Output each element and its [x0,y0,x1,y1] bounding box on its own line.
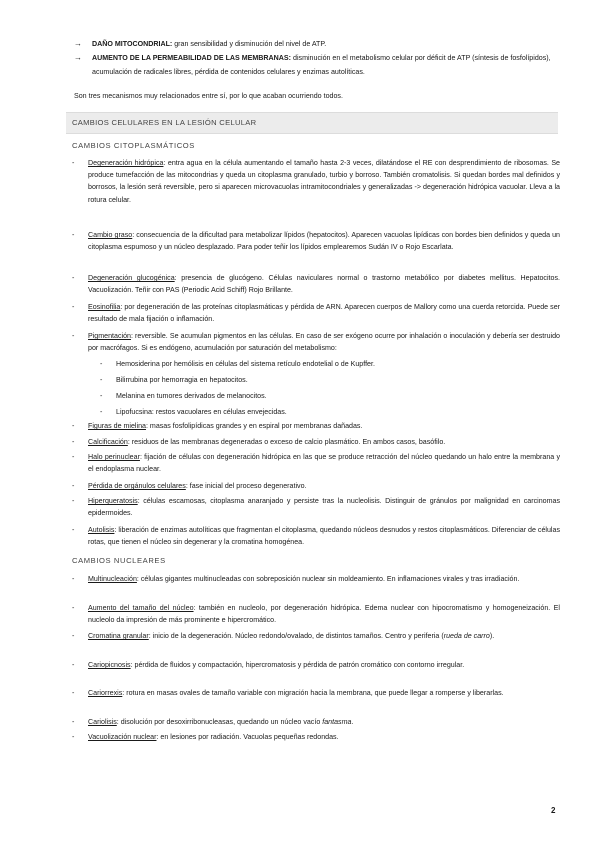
closing-paragraph: Son tres mecanismos muy relacionados entre sí, por lo que acaban ocurriendo todos. [74,92,343,100]
definition: : pérdida de fluidos y compactación, hipercromatosis y pérdida de patrón cromático con contorno irregular. [130,661,465,669]
list-item [72,716,560,728]
list-item [72,630,560,642]
list-item [72,301,560,325]
term: Cariolisis [88,718,117,726]
bullet-dash: - [72,274,75,282]
bullet-dash: - [72,689,75,697]
sub-list-item [100,374,560,386]
list-item [72,659,560,671]
term: Degeneración glucogénica [88,274,175,282]
definition-emphasis: rueda de carro [443,632,490,640]
bullet-dash: - [72,453,75,461]
bullet-dash: - [72,575,75,583]
arrow-item-text: disminución en el metabolismo celular por déficit de ATP (síntesis de fosfolípidos), acumulación de radicales libres, pérdida de contenidos celulares y enzimas autolíticas. [92,54,551,76]
definition: : fase inicial del proceso degenerativo. [185,482,307,490]
bullet-dash: - [72,303,75,311]
term: Pérdida de orgánulos celulares [88,482,186,490]
definition: : inicio de la degeneración. Núcleo redondo/ovalado, de distintos tamaños. Centro y periferia ( [148,632,444,640]
term: Cambio graso [88,231,133,239]
bullet-dash: - [72,159,75,167]
list-item [72,602,560,626]
definition: : masas fosfolipídicas grandes y en espiral por membranas dañadas. [145,422,363,430]
term: Aumento del tamaño del núcleo [88,604,194,612]
term: Degeneración hidrópica [88,159,164,167]
list-item [72,731,560,743]
bullet-dash: - [72,438,75,446]
term: Hiperqueratosis [88,497,138,505]
definition: : células gigantes multinucleadas con sobreposición nuclear sin moldeamiento. En inflamaciones virales y tras irradiación. [136,575,520,583]
list-item [72,157,560,206]
bullet-dash: - [100,392,103,400]
term: Vacuolización nuclear [88,733,157,741]
list-item [72,687,560,699]
term: Cromatina granular [88,632,149,640]
bullet-dash: - [72,604,75,612]
term: Eosinofilia [88,303,121,311]
definition: : por degeneración de las proteínas citoplasmáticas y pérdida de ARN. Aparecen cuerpos de Mallory como una cuerda retorcida. Puede ser resultado de mala fijación o inflamación. [88,303,560,324]
bullet-dash: - [72,422,75,430]
sub-list-item [100,406,560,418]
bullet-dash: - [72,661,75,669]
definition: : rotura en masas ovales de tamaño variable con migración hacia la membrana, que puede llegar a romperse y liberarlas. [122,689,504,697]
bullet-dash: - [72,497,75,505]
bullet-dash: - [72,482,75,490]
list-item [72,451,560,475]
bullet-dash: - [100,408,103,416]
sub-item-text: Lipofucsina: restos vacuolares en células envejecidas. [116,408,287,416]
bullet-dash: - [72,332,75,340]
bullet-dash: - [72,231,75,239]
arrow-item-title: DAÑO MITOCONDRIAL: [92,40,173,48]
definition: : en lesiones por radiación. Vacuolas pequeñas redondas. [156,733,339,741]
sub-list-item [100,390,560,402]
definition: : residuos de las membranas degeneradas o exceso de calcio plasmático. En ambos casos, basófilo. [127,438,446,446]
section-title: CAMBIOS CELULARES EN LA LESIÓN CELULAR [72,118,257,127]
list-item [72,573,560,585]
list-item [72,330,560,354]
definition-end: . [351,718,354,726]
arrow-item-text: gran sensibilidad y disminución del nivel de ATP. [172,40,327,48]
bullet-dash: - [72,718,75,726]
term: Autolisis [88,526,115,534]
sub-item-text: Hemosiderina por hemólisis en células del sistema retículo endotelial o de Kupffer. [116,360,375,368]
list-item [72,495,560,519]
bullet-dash: - [100,376,103,384]
definition-end: ). [489,632,495,640]
list-item [72,436,560,448]
nuc-heading: CAMBIOS NUCLEARES [72,556,166,565]
term: Cariorrexis [88,689,123,697]
definition: : reversible. Se acumulan pigmentos en las células. En caso de ser exógeno ocurre por inhalación o inoculación y debería ser destruido por macrófagos. Si es endógeno, acumulación por saturación del metabolismo: [88,332,560,353]
list-item [72,420,560,432]
sub-item-text: Melanina en tumores derivados de melanocitos. [116,392,267,400]
definition: : entra agua en la célula aumentando el tamaño hasta 2-3 veces, dilatándose el RE con desprendimiento de ribosomas. Se produce tumefacción de las mitocondrias y queda un citoplasma granulado, turbio y borroso. También cromatolisis. Si quedan bordes mal definidos y borrosos, la lesión será reversible, pero si aparecen microvacuolas intramitocondriales y generalizadas -> degeneración hidrópica vacuolar. Lleva a la rotura celular. [88,159,560,204]
term: Halo perinuclear [88,453,140,461]
list-item [72,480,560,492]
sub-item-text: Bilirrubina por hemorragia en hepatocitos. [116,376,248,384]
page-number: 2 [551,806,556,815]
definition: : disolución por desoxirribonucleasas, quedando un núcleo vacío [116,718,323,726]
list-item [72,229,560,253]
definition: : presencia de glucógeno. Células naviculares normal o trastorno metabólico por diabetes mellitus. Hepatocitos. Vacuolización. Teñir con PAS (Periodic Acid Schiff) Rojo Brillante. [88,274,560,295]
bullet-dash: - [72,526,75,534]
arrow-item [74,37,564,51]
arrow-item [74,51,564,79]
definition: : células escamosas, citoplasma anaranjado y persiste tras la nucleolisis. Distinguir de gránulos por malignidad en carcinomas epidermoides. [88,497,560,518]
arrow-item-title: AUMENTO DE LA PERMEABILIDAD DE LAS MEMBRANAS: [92,54,292,62]
bullet-dash: - [100,360,103,368]
list-item [72,524,560,548]
term: Calcificación [88,438,128,446]
list-item [72,272,560,296]
term: Pigmentación [88,332,131,340]
term: Multinucleación [88,575,137,583]
definition: : también en nucleolo, por degeneración hidrópica. Edema nuclear con hipocromatismo y homogeneización. El nucleolo da impresión de más prominente e hipercromático. [88,604,560,625]
arrow-icon: → [74,39,82,48]
cyto-heading: CAMBIOS CITOPLASMÁTICOS [72,141,195,150]
section-header [66,112,558,134]
term: Figuras de mielina [88,422,146,430]
definition-emphasis: fantasma [322,718,352,726]
definition: : liberación de enzimas autolíticas que fragmentan el citoplasma, quedando núcleos desnudos y restos citoplasmáticos. Diferenciar de células rotas, que tienen el núcleo sin degenerar y la cromatina homogénea. [88,526,560,547]
term: Cariopicnosis [88,661,131,669]
bullet-dash: - [72,632,75,640]
definition: : fijación de células con degeneración hidrópica en las que se produce retracción del núcleo quedando un halo entre la membrana y el endoplasma nuclear. [88,453,561,474]
sub-list-item [100,358,560,370]
arrow-icon: → [74,53,82,62]
definition: : consecuencia de la dificultad para metabolizar lípidos (hepatocitos). Aparecen vacuolas lipídicas con bordes bien definidos y queda un citoplasma espumoso y un núcleo desplazado. Para poder teñir los lípidos emplearemos Sudán IV o Rojo Escarlata. [88,231,560,252]
bullet-dash: - [72,733,75,741]
